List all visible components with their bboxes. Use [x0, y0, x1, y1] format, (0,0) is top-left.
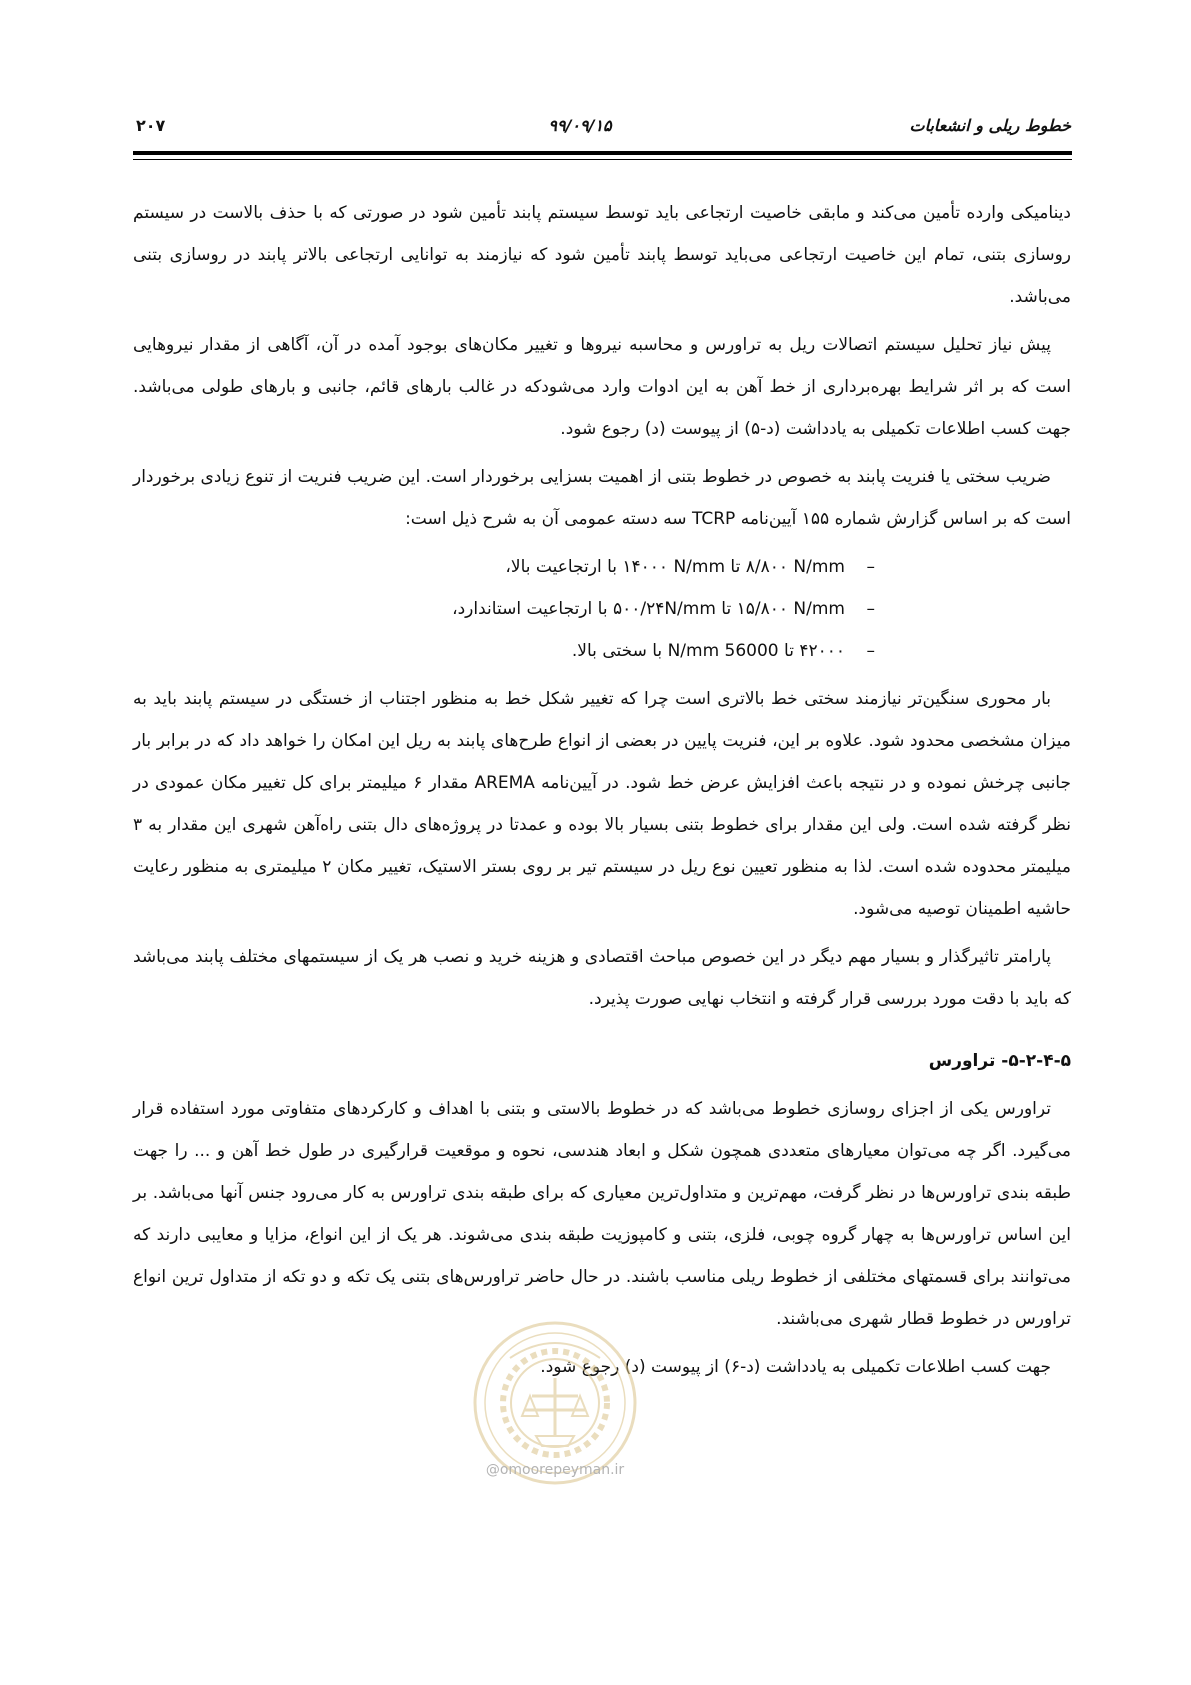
list-item	[133, 546, 875, 588]
section-heading: ۵-۲-۴-۵- تراورس	[928, 1051, 1071, 1071]
paragraph-4: بار محوری سنگین‌تر نیازمند سختی خط بالاتری است چرا که تغییر شکل خط به منظور اجتناب از خستگی در سیستم پابند باید به میزان مشخصی محدود شود. علاوه بر این، فنریت پایین در بعضی از انواع طرح‌های پابند به ریل این امکان را خواهد داد که در برابر بار جانبی چرخش نموده و در نتیجه باعث افزایش عرض خط شود. در آیین‌نامه AREMA مقدار ۶ میلیمتر برای کل تغییر مکان عمودی در نظر گرفته شده است. ولی این مقدار برای خطوط بتنی بسیار بالا بوده و عمدتا در پروژه‌های دال بتنی راه‌آهن شهری این مقدار به ۳ میلیمتر محدوده شده است. لذا به منظور تعیین نوع ریل در سیستم تیر بر روی بستر الاستیک، تغییر مکان ۲ میلیمتری به منظور رعایت حاشیه اطمینان توصیه می‌شود.	[133, 689, 1071, 919]
header-rule-thin	[133, 159, 1072, 160]
at-icon	[486, 1462, 500, 1478]
paragraph-3: ضریب سختی یا فنریت پابند به خصوص در خطوط بتنی از اهمیت بسزایی برخوردار است. این ضریب فنریت از تنوع زیادی برخوردار است که بر اساس گزارش شماره ۱۵۵ آیین‌نامه TCRP سه دسته عمومی آن به شرح ذیل است:	[133, 467, 1071, 529]
list-item	[133, 588, 875, 630]
watermark-site	[440, 1462, 670, 1478]
stiffness-list	[133, 546, 1071, 672]
page-body	[133, 192, 1071, 1394]
paragraph-2: پیش نیاز تحلیل سیستم اتصالات ریل به تراورس و محاسبه نیروها و تغییر مکان‌های بوجود آمده در آن، آگاهی از مقدار نیروهایی است که بر اثر شرایط بهره‌برداری از خط آهن به این ادوات وارد می‌شودکه در غالب بارهای قائم، جانبی و بارهای طولی می‌باشد. جهت کسب اطلاعات تکمیلی به یادداشت (د-۵) از پیوست (د) رجوع شود.	[133, 335, 1071, 439]
list-item-text: N/mm‏ ۱۵/۸۰۰ تا ۵۰۰/۲۴N/mm با ارتجاعیت استاندارد،	[452, 599, 845, 619]
paragraph-6: تراورس یکی از اجزای روسازی خطوط می‌باشد که در خطوط بالاستی و بتنی با اهداف و کارکردهای متفاوتی مورد استفاده قرار می‌گیرد. اگر چه می‌توان معیارهای متعددی همچون شکل و ابعاد هندسی، نحوه و موقعیت قرارگیری در طول خط آهن و ... را جهت طبقه بندی تراورس‌ها در نظر گرفت، مهم‌ترین و متداول‌ترین معیاری که برای طبقه بندی تراورس به کار می‌رود جنس آنها می‌باشد. بر این اساس تراورس‌ها به چهار گروه چوبی، فلزی، بتنی و کامپوزیت طبقه بندی می‌شوند. هر یک از این انواع، مزایا و معایبی دارند که می‌توانند برای قسمتهای مختلفی از خطوط ریلی مناسب باشند. در حال حاضر تراورس‌های بتنی یک تکه و دو تکه از متداول ترین انواع تراورس در خطوط قطار شهری می‌باشند.	[133, 1099, 1071, 1329]
list-marker: –	[866, 557, 875, 577]
paragraph-5: پارامتر تاثیرگذار و بسیار مهم دیگر در این خصوص مباحث اقتصادی و هزینه خرید و نصب هر یک از سیستمهای مختلف پابند می‌باشد که باید با دقت مورد بررسی قرار گرفته و انتخاب نهایی صورت پذیرد.	[133, 947, 1071, 1009]
header-date: ۹۹/۰۹/۱۵	[548, 116, 612, 135]
list-marker: –	[866, 641, 875, 661]
header-rule-thick	[133, 151, 1072, 155]
list-item	[133, 630, 875, 672]
watermark-site-text: omoorepeyman.ir	[499, 1462, 625, 1478]
list-marker: –	[866, 599, 875, 619]
list-item-text: N/mm‏ ۸/۸۰۰ تا N/mm‏ ۱۴۰۰۰ با ارتجاعیت بالا،	[505, 557, 845, 577]
page-number: ۲۰۷	[136, 116, 166, 135]
header-title: خطوط ریلی و انشعابات	[909, 116, 1071, 135]
paragraph-7: جهت کسب اطلاعات تکمیلی به یادداشت (د-۶) از پیوست (د) رجوع شود.	[540, 1357, 1051, 1377]
list-item-text: ۴۲۰۰۰ تا N/mm 56000 با سختی بالا.	[571, 641, 845, 661]
paragraph-1: دینامیکی وارده تأمین می‌کند و مابقی خاصیت ارتجاعی باید توسط سیستم پابند تأمین شود در صورتی که با حذف بالاست در سیستم روسازی بتنی، تمام این خاصیت ارتجاعی می‌باید توسط پابند تأمین شود که نیازمند به توانایی ارتجاعی بالاتر پابند در روسازی بتنی می‌باشد.	[133, 203, 1071, 307]
